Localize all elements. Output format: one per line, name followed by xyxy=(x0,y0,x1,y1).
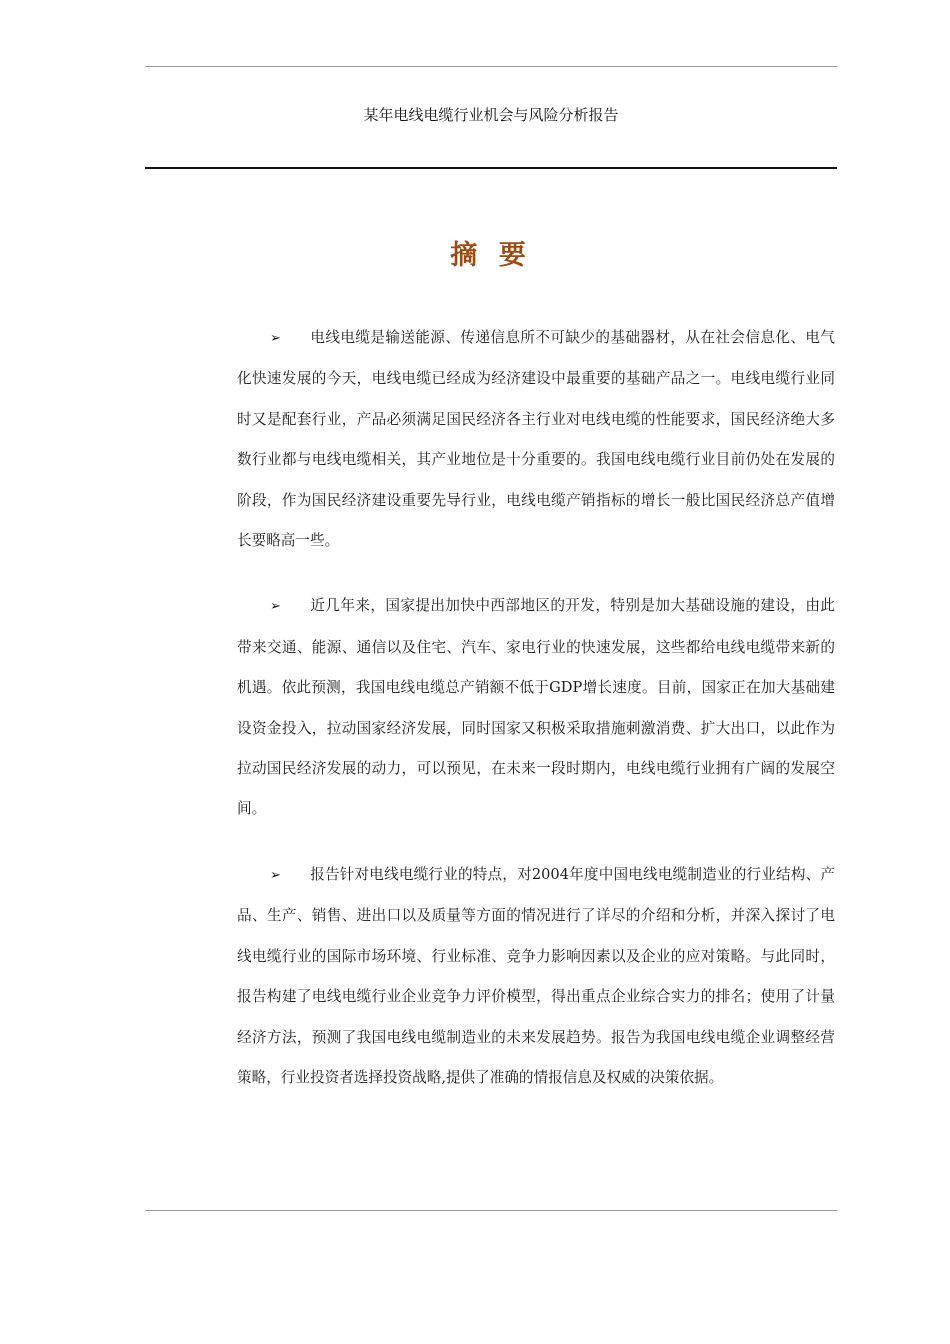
summary-paragraph-2 xyxy=(237,586,835,829)
arrow-bullet-icon: ➢ xyxy=(270,599,281,615)
summary-paragraph-3 xyxy=(237,855,835,1098)
paragraph-text: 报告针对电线电缆行业的特点，对2004年度中国电线电缆制造业的行业结构、产品、生产、销售、进出口以及质量等方面的情况进行了详尽的介绍和分析，并深入探讨了电线电缆行业的国际市场环境、行业标准、竞争力影响因素以及企业的应对策略。与此同时，报告构建了电线电缆行业企业竞争力评价模型，得出重点企业综合实力的排名；使用了计量经济方法，预测了我国电线电缆制造业的未来发展趋势。报告为我国电线电缆企业调整经营策略，行业投资者选择投资战略,提供了准确的情报信息及权威的决策依据。 xyxy=(237,865,835,1086)
running-header-title: 某年电线电缆行业机会与风险分析报告 xyxy=(363,106,619,124)
footer-rule xyxy=(145,1210,837,1211)
header-top-rule xyxy=(145,66,837,67)
summary-paragraph-1 xyxy=(237,318,835,561)
page-title: 摘 要 xyxy=(450,240,532,271)
arrow-bullet-icon: ➢ xyxy=(270,867,281,883)
header-bottom-rule xyxy=(145,167,837,169)
summary-body xyxy=(237,318,835,1098)
paragraph-text: 电线电缆是输送能源、传递信息所不可缺少的基础器材，从在社会信息化、电气化快速发展的今天，电线电缆已经成为经济建设中最重要的基础产品之一。电线电缆行业同时又是配套行业，产品必须满足国民经济各主行业对电线电缆的性能要求，国民经济绝大多数行业都与电线电缆相关，其产业地位是十分重要的。我国电线电缆行业目前仍处在发展的阶段，作为国民经济建设重要先导行业，电线电缆产销指标的增长一般比国民经济总产值增长要略高一些。 xyxy=(237,329,835,550)
paragraph-text: 近几年来，国家提出加快中西部地区的开发，特别是加大基础设施的建设，由此带来交通、能源、通信以及住宅、汽车、家电行业的快速发展，这些都给电线电缆带来新的机遇。依此预测，我国电线电缆总产销额不低于GDP增长速度。目前，国家正在加大基础建设资金投入，拉动国家经济发展，同时国家又积极采取措施刺激消费、扩大出口，以此作为拉动国民经济发展的动力，可以预见，在未来一段时期内，电线电缆行业拥有广阔的发展空间。 xyxy=(237,597,835,818)
arrow-bullet-icon: ➢ xyxy=(270,331,281,346)
